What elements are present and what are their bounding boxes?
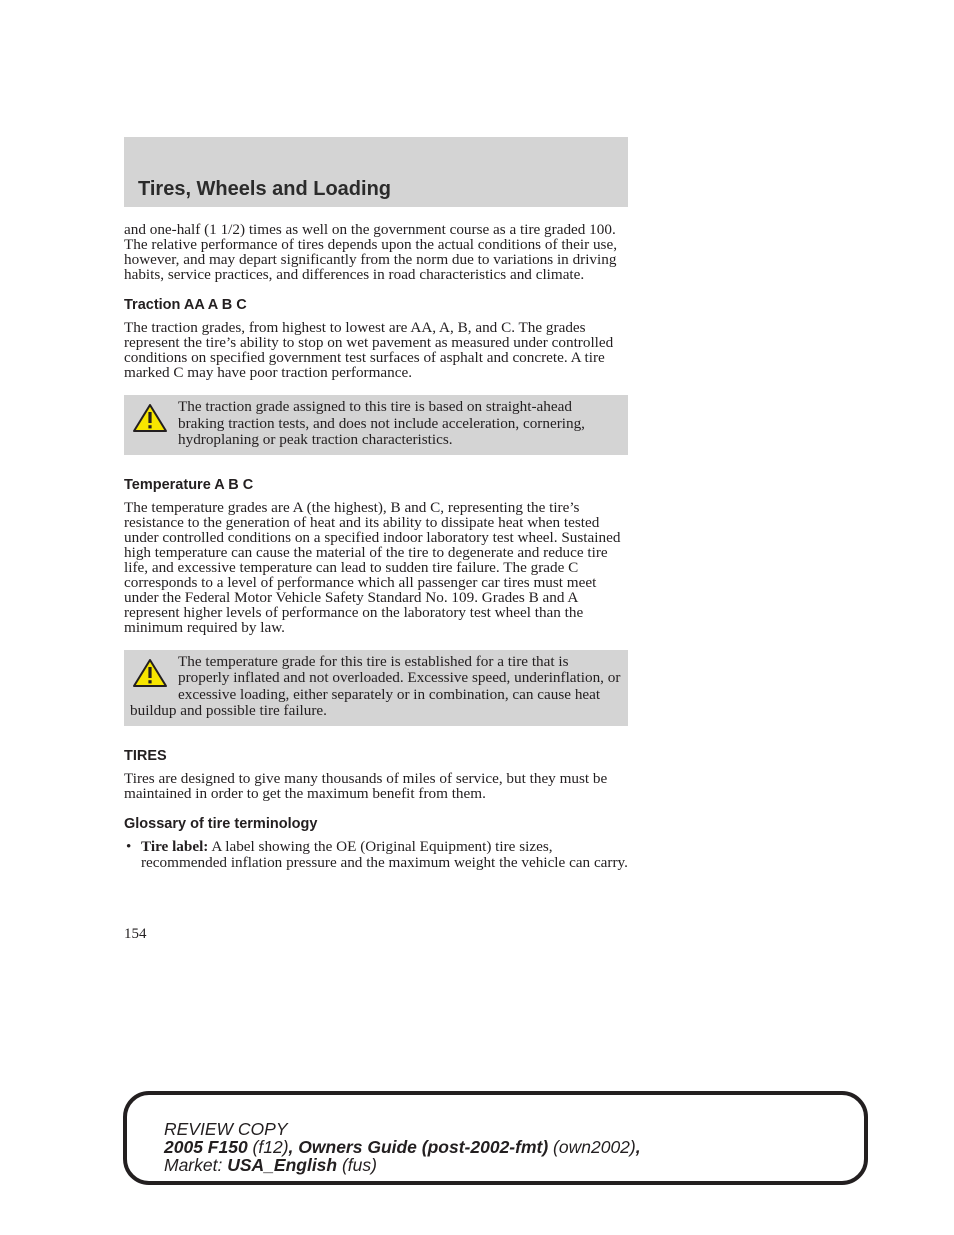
traction-warning-text: The traction grade assigned to this tire is based on straight-ahead braking traction tests, and does not include acceleration, cornering, hydroplaning or peak traction characteristics. <box>178 398 585 448</box>
market-label: Market: <box>164 1155 228 1175</box>
glossary-list <box>124 839 628 871</box>
glossary-definition: A label showing the OE (Original Equipment) tire sizes, recommended inflation pressure and the maximum weight the vehicle can carry. <box>141 837 628 871</box>
model-name: 2005 F150 <box>164 1137 248 1157</box>
market-name: USA_English <box>227 1155 338 1175</box>
warning-triangle-icon <box>132 658 168 688</box>
temperature-warning-text: The temperature grade for this tire is established for a tire that is properly inflated and not overloaded. Excessive speed, underinflation, or excessive loading, either separately or in combination, can cause heat buildup and possible tire failure. <box>130 652 621 719</box>
review-copy-box <box>123 1091 868 1185</box>
intro-paragraph: and one-half (1 1/2) times as well on the government course as a tire graded 100. The relative performance of tires depends upon the actual conditions of their use, however, and may depart significantly from the norm due to variations in driving habits, service practices, and differences in road characteristics and climate. <box>124 221 617 283</box>
separator: , <box>288 1137 299 1157</box>
tires-paragraph: Tires are designed to give many thousands of miles of service, but they must be maintained in order to get the maximum benefit from them. <box>124 769 608 802</box>
bullet: • <box>126 837 132 855</box>
publication-line <box>164 1138 641 1156</box>
warning-triangle-icon <box>132 403 168 433</box>
traction-heading: Traction AA A B C <box>124 297 247 313</box>
page-content <box>124 222 628 871</box>
temperature-warning-box <box>124 650 628 726</box>
guide-name: Owners Guide (post-2002-fmt) <box>298 1137 549 1157</box>
market-code: (fus) <box>337 1155 377 1175</box>
separator: , <box>635 1137 641 1157</box>
market-line <box>164 1156 641 1174</box>
tires-heading: TIRES <box>124 747 167 764</box>
temperature-paragraph: The temperature grades are A (the highest), B and C, representing the tire’s resistance to the generation of heat and its ability to dissipate heat when tested under controlled conditions on a specified indoor laboratory test wheel. Sustained high temperature can cause the material of the tire to degenerate and reduce tire life, and excessive temperature can lead to sudden tire failure. The grade C corresponds to a level of performance which all passenger car tires must meet under the Federal Motor Vehicle Safety Standard No. 109. Grades B and A represent higher levels of performance on the laboratory test wheel than the minimum required by law. <box>124 498 621 636</box>
page-number: 154 <box>124 926 147 942</box>
section-header-band <box>124 137 628 207</box>
review-copy-text <box>164 1120 641 1174</box>
review-copy-label: REVIEW COPY <box>164 1119 288 1139</box>
glossary-heading: Glossary of tire terminology <box>124 815 318 832</box>
section-title: Tires, Wheels and Loading <box>138 178 392 200</box>
traction-warning-box <box>124 395 628 455</box>
glossary-item <box>124 839 628 871</box>
glossary-term: Tire label: <box>141 837 209 855</box>
model-code: (f12) <box>247 1137 289 1157</box>
guide-code: (own2002) <box>548 1137 636 1157</box>
temperature-heading: Temperature A B C <box>124 476 254 493</box>
traction-paragraph: The traction grades, from highest to lowest are AA, A, B, and C. The grades represent the tire’s ability to stop on wet pavement as measured under controlled conditions on specified government test surfaces of asphalt and concrete. A tire marked C may have poor traction performance. <box>124 319 614 381</box>
